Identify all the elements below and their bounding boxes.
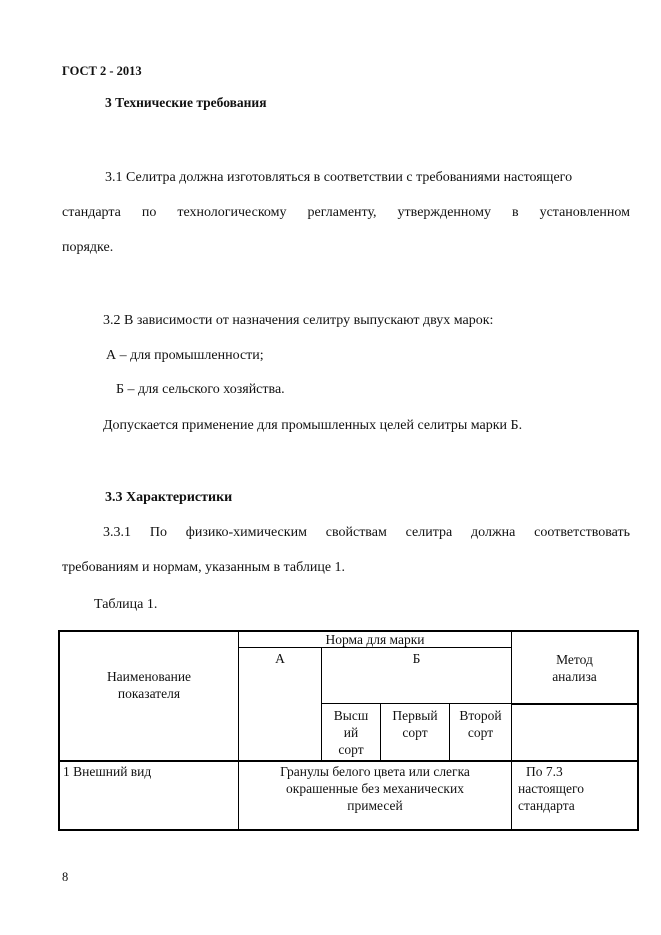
p31-line3: порядке.	[62, 240, 114, 255]
method-header: Метод анализа	[552, 652, 597, 684]
page-number: 8	[62, 870, 69, 884]
grade-first-header: Первый сорт	[392, 708, 438, 740]
section-title: 3 Технические требования	[105, 95, 267, 110]
p331-line2: требованиям и нормам, указанным в таблице 1.	[62, 560, 346, 575]
p32-intro: 3.2 В зависимости от назначения селитру выпускают двух марок:	[103, 313, 494, 328]
subsection-title: 3.3 Характеристики	[105, 490, 233, 505]
p331-line1: 3.3.1 По физико-химическим свойствам селитра должна соответствовать	[103, 525, 630, 540]
p31-line1: 3.1 Селитра должна изготовляться в соответствии с требованиями настоящего	[105, 170, 573, 185]
row1-value: Гранулы белого цвета или слегка окрашенные без механических примесей	[280, 764, 470, 813]
norm-header: Норма для марки	[325, 632, 425, 647]
mark-a-header: А	[275, 651, 285, 666]
p32-note: Допускается применение для промышленных целей селитры марки Б.	[103, 418, 523, 433]
col-name-header: Наименование показателя	[106, 669, 192, 701]
p31-line2: стандарта по технологическому регламенту, утвержденному в установленном	[62, 205, 630, 220]
row1-method: По 7.3 настоящего стандарта	[518, 764, 584, 813]
mark-b-header: Б	[412, 651, 421, 666]
grade-second-header: Второй сорт	[459, 708, 502, 740]
grade-top-header: Высш ий сорт	[333, 708, 369, 757]
table-caption: Таблица 1.	[94, 597, 158, 612]
characteristics-table	[58, 630, 639, 831]
p32-item-a: А – для промышленности;	[106, 348, 264, 363]
p32-item-b: Б – для сельского хозяйства.	[116, 382, 285, 397]
row1-name: 1 Внешний вид	[63, 764, 152, 779]
document-header: ГОСТ 2 - 2013	[62, 64, 142, 78]
